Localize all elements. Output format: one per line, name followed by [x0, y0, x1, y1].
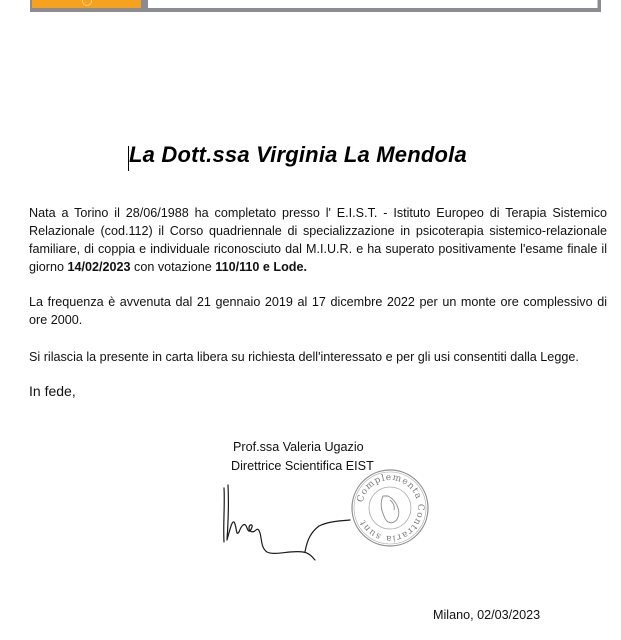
letterhead-banner — [30, 0, 601, 12]
document-title: La Dott.ssa Virginia La Mendola — [129, 142, 467, 167]
paragraph-release: Si rilascia la presente in carta libera su richiesta dell'interessato e per gli usi consentiti dalla Legge. — [29, 350, 579, 364]
letterhead-logo-block — [32, 0, 141, 8]
paragraph-completion — [29, 204, 607, 276]
place-and-date: Milano, 02/03/2023 — [433, 608, 541, 622]
signer-name: Prof.ssa Valeria Ugazio — [233, 440, 364, 454]
paragraph-completion-text-2: con votazione — [130, 260, 216, 274]
logo-mark-icon — [82, 0, 92, 6]
svg-text:Complementa Contraria sunt: Complementa Contraria sunt — [355, 472, 426, 544]
exam-date: 14/02/2023 — [67, 260, 131, 274]
closing-salutation: In fede, — [29, 383, 76, 399]
final-grade: 110/110 e Lode. — [215, 260, 307, 274]
paragraph-completion-text: Nata a Torino il 28/06/1988 ha completato presso l' E.I.S.T. - Istituto Europeo di Terapia Sistemico Relazionale (cod.112) il Corso quadriennale di specializzazione in psicoterapia sistemico-relazionale familiare, di coppia e individuale riconosciuto dal M.I.U.R. e ha superato positivamente l'esame finale il giorno — [29, 206, 607, 274]
handwritten-signature-icon — [215, 480, 355, 565]
paragraph-attendance: La frequenza è avvenuta dal 21 gennaio 2019 al 17 dicembre 2022 per un monte ore complessivo di ore 2000. — [29, 295, 607, 327]
signer-role: Direttrice Scientifica EIST — [231, 459, 374, 473]
letterhead-text-area — [148, 0, 598, 8]
official-seal-icon — [350, 468, 430, 548]
